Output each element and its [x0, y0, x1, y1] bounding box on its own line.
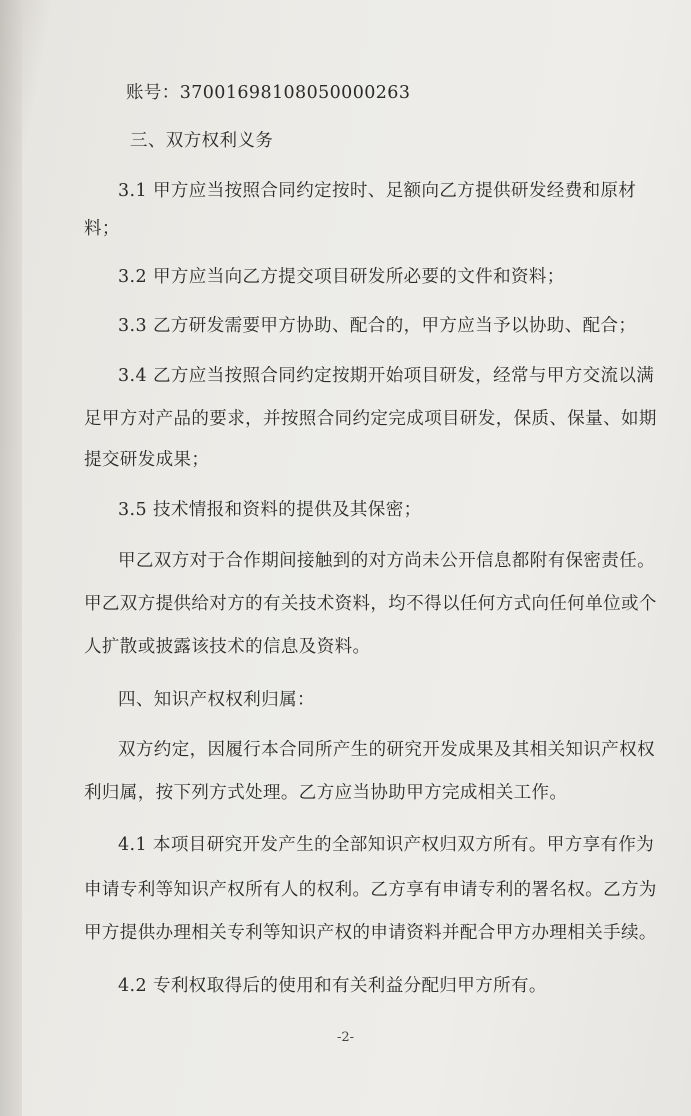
clause-3-1-line-1: 3.1 甲方应当按照合同约定按时、足额向乙方提供研发经费和原材: [118, 181, 637, 201]
account-line: 账号：37001698108050000263: [126, 83, 411, 103]
agreement-line-1: 双方约定，因履行本合同所产生的研究开发成果及其相关知识产权权: [118, 740, 655, 760]
confidential-line-1: 甲乙双方对于合作期间接触到的对方尚未公开信息都附有保密责任。: [118, 551, 655, 571]
section-3-title: 三、双方权利义务: [130, 131, 274, 151]
page-number: -2-: [336, 1030, 355, 1045]
clause-3-2: 3.2 甲方应当向乙方提交项目研发所必要的文件和资料；: [118, 267, 565, 287]
clause-3-4-line-2: 足甲方对产品的要求，并按照合同约定完成项目研发，保质、保量、如期: [84, 409, 657, 429]
clause-3-4-line-1: 3.4 乙方应当按照合同约定按期开始项目研发，经常与甲方交流以满: [118, 366, 655, 386]
clause-4-1-line-2: 申请专利等知识产权所有人的权利。乙方享有申请专利的署名权。乙方为: [84, 880, 657, 900]
clause-4-1-line-1: 4.1 本项目研究开发产生的全部知识产权归双方所有。甲方享有作为: [118, 835, 655, 855]
agreement-line-2: 利归属，按下列方式处理。乙方应当协助甲方完成相关工作。: [84, 783, 568, 803]
confidential-line-3: 人扩散或披露该技术的信息及资料。: [84, 637, 371, 657]
clause-4-2: 4.2 专利权取得后的使用和有关利益分配归甲方所有。: [118, 976, 547, 996]
section-4-title: 四、知识产权权利归属：: [118, 690, 315, 710]
confidential-line-2: 甲乙双方提供给对方的有关技术资料，均不得以任何方式向任何单位或个: [84, 594, 657, 614]
clause-3-3: 3.3 乙方研发需要甲方协助、配合的，甲方应当予以协助、配合；: [118, 316, 637, 336]
clause-4-1-line-3: 甲方提供办理相关专利等知识产权的申请资料并配合甲方办理相关手续。: [84, 923, 657, 943]
clause-3-1-line-2: 料；: [84, 219, 120, 239]
clause-3-5: 3.5 技术情报和资料的提供及其保密；: [118, 500, 422, 520]
clause-3-4-line-3: 提交研发成果；: [84, 450, 210, 470]
